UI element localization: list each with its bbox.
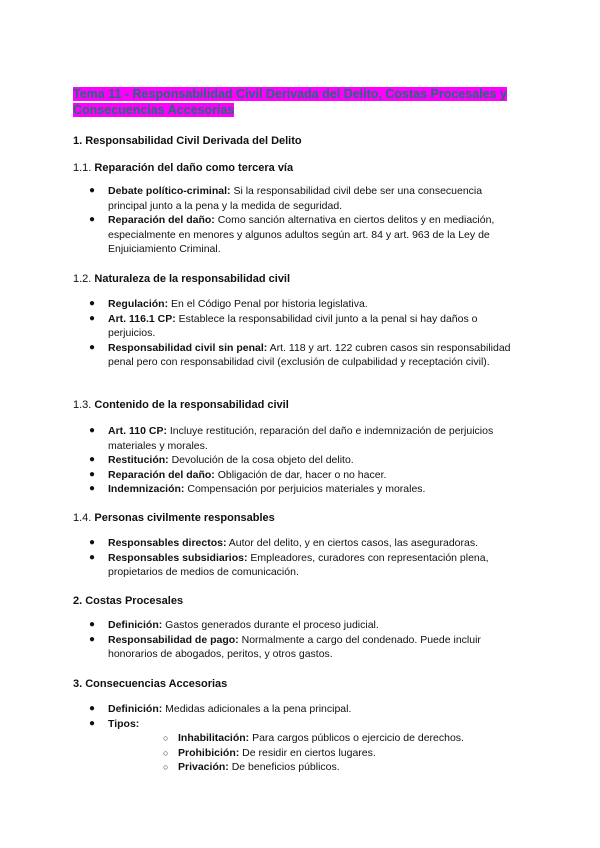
bullet-icon: ● bbox=[89, 454, 96, 466]
circle-bullet-icon: ○ bbox=[163, 733, 169, 744]
bullet-icon: ● bbox=[89, 551, 96, 563]
list-item: ● Definición: Gastos generados durante el proceso judicial. bbox=[89, 619, 379, 631]
bullet-icon: ● bbox=[89, 185, 96, 196]
sublist-item: ○ Inhabilitación: Para cargos públicos o ejercicio de derechos. bbox=[163, 732, 464, 745]
bullet-icon: ● bbox=[89, 468, 96, 480]
section-3-heading: 3. Consecuencias Accesorias bbox=[73, 678, 228, 690]
bullet-icon: ● bbox=[89, 425, 96, 436]
list-item: ● Responsables directos: Autor del delito, y en ciertos casos, las aseguradoras. bbox=[89, 537, 479, 549]
sublist-item: ○ Prohibición: De residir en ciertos lugares. bbox=[163, 746, 376, 759]
list-item: ● Tipos: ○ Inhabilitación: Para cargos públicos o ejercicio de derechos. ○ Prohibición: De residir en ciertos lugares. ○ Privación: De beneficios públicos. bbox=[73, 717, 523, 775]
list-item: ● Indemnización: Compensación por perjuicios materiales y morales. bbox=[89, 483, 426, 496]
bullet-icon: ● bbox=[89, 703, 96, 714]
bullet-icon: ● bbox=[89, 214, 96, 226]
section-1-heading: 1. Responsabilidad Civil Derivada del Delito bbox=[73, 135, 302, 147]
list-item: ● Reparación del daño: Obligación de dar, hacer o no hacer. bbox=[89, 468, 387, 481]
section-1-3-list bbox=[73, 424, 523, 497]
section-1-1-list bbox=[73, 184, 523, 257]
list-item: ● Restitución: Devolución de la cosa objeto del delito. bbox=[89, 454, 354, 467]
bullet-icon: ● bbox=[89, 312, 96, 324]
bullet-icon: ● bbox=[89, 341, 96, 353]
tipos-sublist bbox=[108, 731, 558, 775]
section-1-2-list bbox=[73, 297, 523, 370]
bullet-icon: ● bbox=[89, 717, 96, 729]
list-item: ● Debate político-criminal: Si la responsabilidad civil debe ser una consecuencia principal junto a la pena y la medida de seguridad. bbox=[89, 185, 483, 212]
section-1-4-list bbox=[73, 536, 523, 580]
section-2-heading: 2. Costas Procesales bbox=[73, 595, 184, 607]
section-1-4-heading: 1.4. Personas civilmente responsables bbox=[73, 512, 275, 524]
section-1-3-heading: 1.3. Contenido de la responsabilidad civil bbox=[73, 399, 289, 411]
document-title: Tema 11 - Responsabilidad Civil Derivada del Delito, Costas Procesales y Consecuencias Accesorias bbox=[73, 87, 507, 117]
list-item: ● Definición: Medidas adicionales a la pena principal. bbox=[89, 703, 352, 715]
bullet-icon: ● bbox=[89, 633, 96, 645]
circle-bullet-icon: ○ bbox=[163, 762, 169, 773]
list-item: ● Regulación: En el Código Penal por historia legislativa. bbox=[89, 298, 368, 310]
sublist-item: ○ Privación: De beneficios públicos. bbox=[163, 761, 340, 774]
list-item: ● Art. 116.1 CP: Establece la responsabilidad civil junto a la penal si hay daños o perjuicios. bbox=[89, 312, 478, 340]
section-3-list bbox=[73, 702, 523, 775]
bullet-icon: ● bbox=[89, 619, 96, 630]
circle-bullet-icon: ○ bbox=[163, 747, 169, 758]
list-item: ● Responsabilidad de pago: Normalmente a cargo del condenado. Puede incluir honorarios de abogados, peritos, y otros gastos. bbox=[89, 633, 481, 661]
section-2-list bbox=[73, 618, 523, 662]
bullet-icon: ● bbox=[89, 537, 96, 548]
list-item: ● Responsabilidad civil sin penal: Art. 118 y art. 122 cubren casos sin responsabilidad penal pero con responsabilidad civil (exclusión de culpabilidad y receptación civil). bbox=[89, 341, 511, 369]
bullet-icon: ● bbox=[89, 483, 96, 495]
section-1-2-heading: 1.2. Naturaleza de la responsabilidad civil bbox=[73, 273, 291, 285]
list-item: ● Responsables subsidiarios: Empleadores, curadores con representación plena, propietarios de medios de comunicación. bbox=[89, 551, 489, 579]
list-item: ● Art. 110 CP: Incluye restitución, reparación del daño e indemnización de perjuicios materiales y morales. bbox=[89, 425, 494, 452]
section-1-1-heading: 1.1. Reparación del daño como tercera vía bbox=[73, 162, 294, 174]
list-item: ● Reparación del daño: Como sanción alternativa en ciertos delitos y en mediación, especialmente en menores y algunos adultos según art. 84 y art. 963 de la Ley de Enjuiciamiento Criminal. bbox=[89, 214, 495, 256]
bullet-icon: ● bbox=[89, 298, 96, 309]
